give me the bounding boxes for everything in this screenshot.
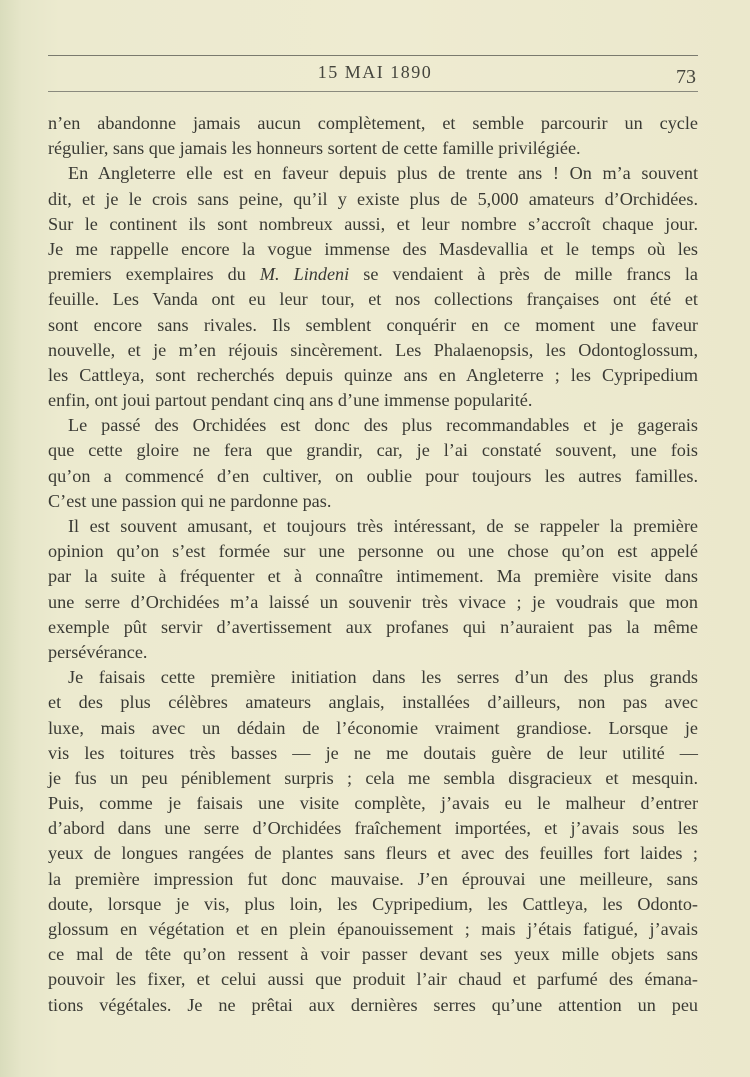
text-line: vis les toitures très basses — je ne me doutais guère de leur utilité — xyxy=(48,742,698,763)
text-line: que cette gloire ne fera que grandir, car, je l’ai constaté souvent, une fois xyxy=(48,440,698,461)
text-line: Il est souvent amusant, et toujours très intéressant, de se rappeler la première xyxy=(68,516,698,536)
running-header-date: 15 MAI 1890 xyxy=(317,62,433,82)
text-line: dit, et je le crois sans peine, qu’il y existe plus de 5,000 amateurs d’Orchidées. xyxy=(48,188,698,209)
text-line: sont encore sans rivales. Ils semblent conquérir en ce moment une faveur xyxy=(48,314,698,335)
text-line: Je me rappelle encore la vogue immense des Masdevallia et le temps où les xyxy=(48,238,698,259)
header-bottom-rule xyxy=(48,91,698,92)
page-number: 73 xyxy=(676,66,696,88)
text-line: yeux de longues rangées de plantes sans fleurs et avec des feuilles fort laides ; xyxy=(48,843,698,864)
text-line: opinion qu’on s’est formée sur une personne ou une chose qu’on est appelé xyxy=(48,541,698,562)
text-line: glossum en végétation et en plein épanouissement ; mais j’étais fatigué, j’avais xyxy=(48,919,698,939)
text-line: qu’on a commencé d’en cultiver, on oublie pour toujours les autres familles. xyxy=(48,465,698,486)
text-line: je fus un peu péniblement surpris ; cela me sembla disgracieux et mesquin. xyxy=(48,767,698,788)
text-line: premiers exemplaires du M. Lindeni se vendaient à près de mille francs la xyxy=(48,264,698,285)
text-line: exemple pût servir d’avertissement aux profanes qui n’auraient pas la même xyxy=(48,616,698,637)
body-text xyxy=(48,111,698,1018)
text-line: Le passé des Orchidées est donc des plus recommandables et je gagerais xyxy=(68,415,698,436)
text-line: n’en abandonne jamais aucun complètement, et semble parcourir un cycle xyxy=(48,113,698,133)
text-line: feuille. Les Vanda ont eu leur tour, et nos collections françaises ont été et xyxy=(48,289,698,310)
text-line: une serre d’Orchidées m’a laissé un souvenir très vivace ; je voudrais que mon xyxy=(48,591,698,612)
text-line: la première impression fut donc mauvaise. J’en éprouvai une meilleure, sans xyxy=(48,868,698,889)
text-line: et des plus célèbres amateurs anglais, installées d’ailleurs, non pas avec xyxy=(48,692,698,713)
text-line: régulier, sans que jamais les honneurs sortent de cette famille privilégiée. xyxy=(48,138,581,159)
text-line: En Angleterre elle est en faveur depuis plus de trente ans ! On m’a souvent xyxy=(68,163,698,184)
text-line: C’est une passion qui ne pardonne pas. xyxy=(48,490,332,511)
text-line: les Cattleya, sont recherchés depuis quinze ans en Angleterre ; les Cypripedium xyxy=(48,364,698,385)
text-line: tions végétales. Je ne prêtai aux dernières serres qu’une attention un peu xyxy=(48,994,698,1015)
text-line: Je faisais cette première initiation dans les serres d’un des plus grands xyxy=(68,667,698,688)
text-line: Sur le continent ils sont nombreux aussi, et leur nombre s’accroît chaque jour. xyxy=(48,213,698,234)
text-line: Puis, comme je faisais une visite complète, j’avais eu le malheur d’entrer xyxy=(48,793,698,814)
text-line: nouvelle, et je m’en réjouis sincèrement. Les Phalaenopsis, les Odontoglossum, xyxy=(48,339,698,360)
text-line: enfin, ont joui partout pendant cinq ans d’une immense popularité. xyxy=(48,390,533,411)
text-line: luxe, mais avec un dédain de l’économie vraiment grandiose. Lorsque je xyxy=(48,717,698,738)
text-line: persévérance. xyxy=(48,641,148,662)
text-line: ce mal de tête qu’on ressent à voir passer devant ses yeux mille objets sans xyxy=(48,944,698,965)
text-line: pouvoir les fixer, et celui aussi que produit l’air chaud et parfumé des émana- xyxy=(48,969,698,990)
header-top-rule xyxy=(48,55,698,56)
species-name: M. Lindeni xyxy=(259,264,350,285)
text-line: doute, lorsque je vis, plus loin, les Cypripedium, les Cattleya, les Odonto- xyxy=(48,893,698,914)
text-line: d’abord dans une serre d’Orchidées fraîchement importées, et j’avais sous les xyxy=(48,818,698,839)
text-line: par la suite à fréquenter et à connaître intimement. Ma première visite dans xyxy=(48,566,698,587)
